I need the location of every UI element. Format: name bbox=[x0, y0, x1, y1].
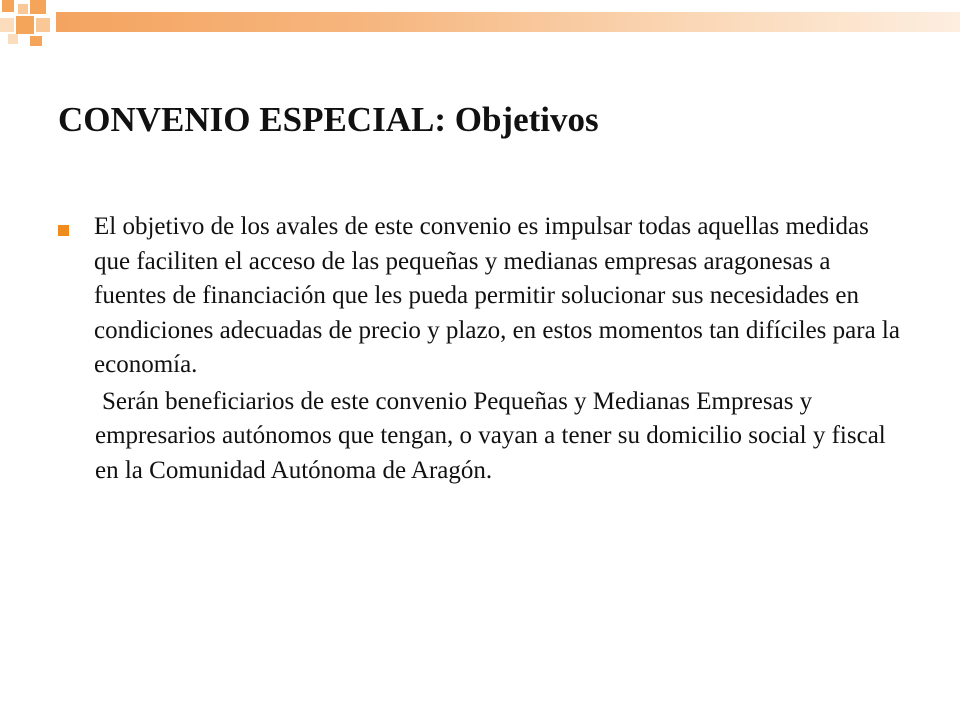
slide-title: CONVENIO ESPECIAL: Objetivos bbox=[58, 100, 599, 139]
decor-square bbox=[8, 34, 18, 44]
bullet-item bbox=[58, 210, 908, 383]
slide-body bbox=[58, 210, 908, 488]
decor-square bbox=[18, 4, 28, 14]
header-strip bbox=[56, 12, 960, 32]
decor-square bbox=[16, 16, 34, 34]
header-decoration bbox=[0, 0, 960, 44]
decor-square bbox=[36, 18, 50, 32]
decor-square bbox=[30, 36, 42, 46]
objective-paragraph: El objetivo de los avales de este convenio es impulsar todas aquellas medidas que faciliten el acceso de las pequeñas y medianas empresas aragonesas a fuentes de financiación que les pueda permitir solucionar sus necesidades en condiciones adecuadas de precio y plazo, en estos momentos tan difíciles para la economía. bbox=[94, 213, 900, 378]
decor-square bbox=[0, 18, 14, 32]
square-bullet-icon bbox=[58, 225, 69, 236]
beneficiaries-paragraph: Serán beneficiarios de este convenio Pequeñas y Medianas Empresas y empresarios autónomos que tengan, o vayan a tener su domicilio social y fiscal en la Comunidad Autónoma de Aragón. bbox=[95, 387, 886, 484]
decor-square bbox=[30, 0, 46, 14]
decor-square bbox=[2, 0, 14, 12]
